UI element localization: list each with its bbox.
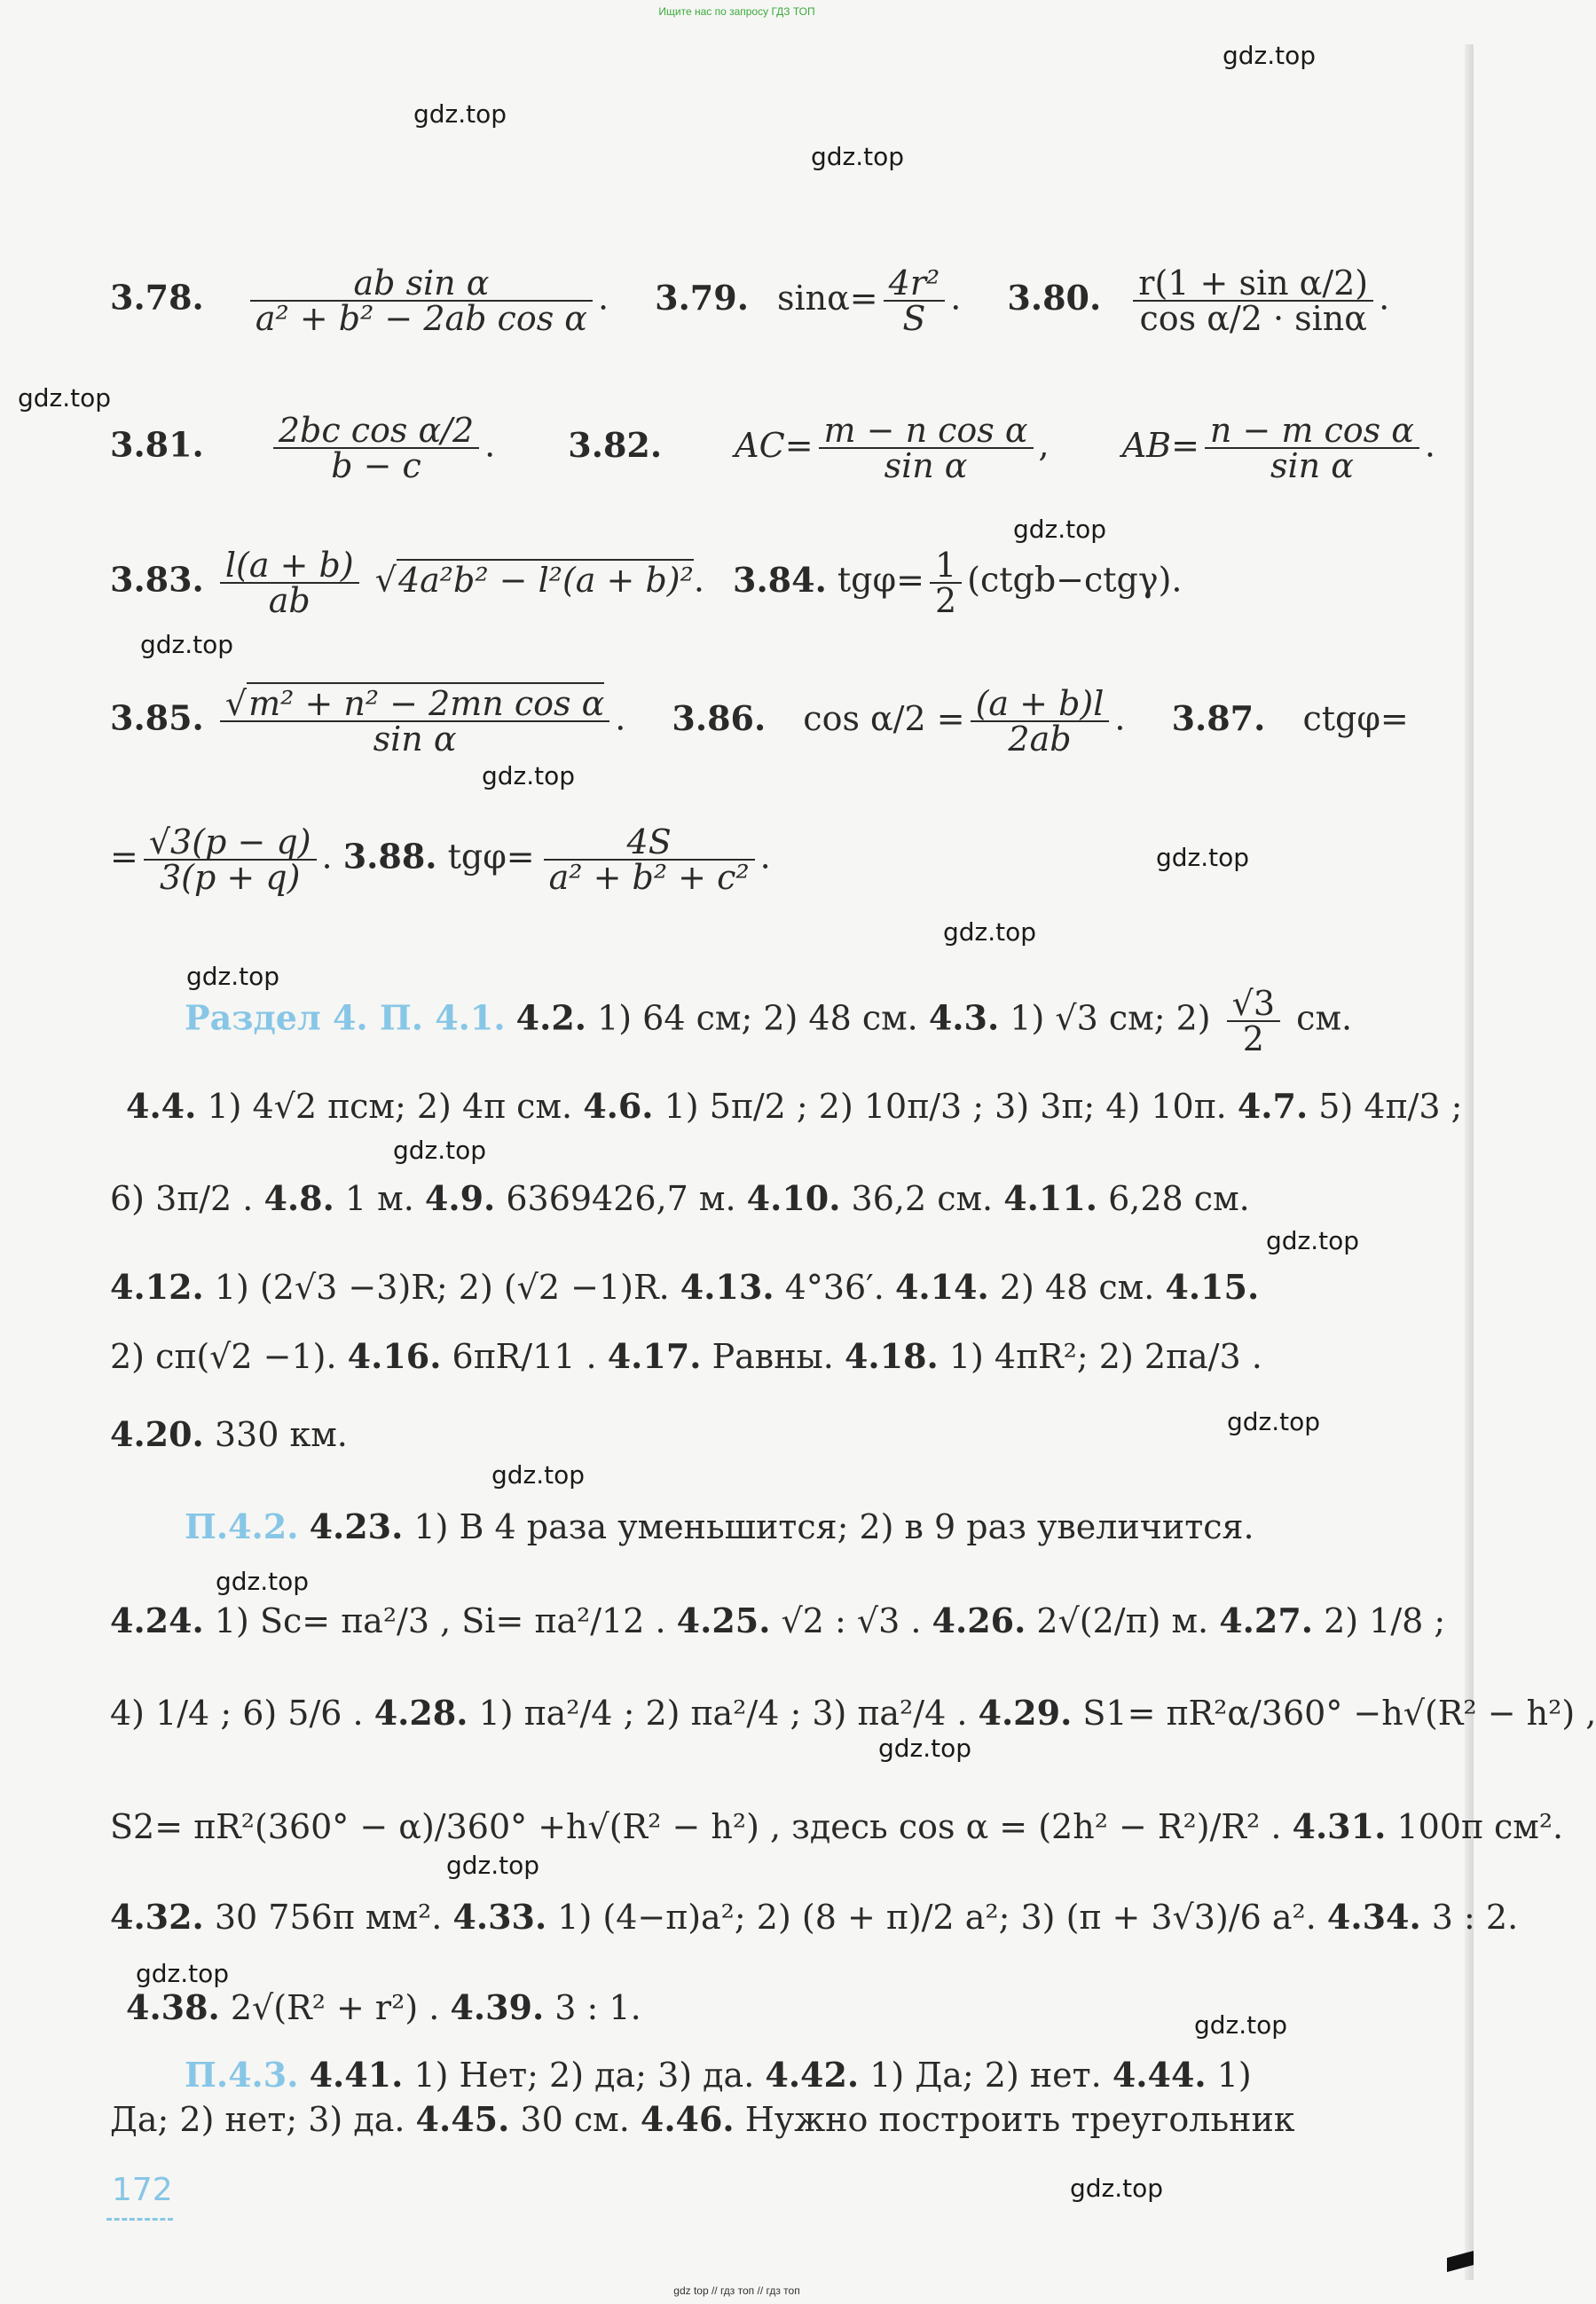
problem-number: 4.12. [110,1267,204,1307]
answer-text: 30 см. [520,2100,630,2139]
answer-text: 1) 64 см; 2) 48 см. [597,998,918,1038]
answer-text: 2) 48 см. [999,1268,1155,1307]
numerator: m − n cos α [819,413,1034,449]
denominator: 2 [1242,1019,1264,1058]
answer-line-3: 3.83. $\frac{l(a + b)}{ab}$ √4a²b² − l²(a + b)². 3.84. tgφ= $\frac{1}{2}$ (ctgb−ctgγ). [110,546,1183,620]
watermark: gdz.top [482,761,576,790]
answer-text: 1) (2√3 −3)R; 2) (√2 −1)R. [214,1268,670,1307]
formula-fraction [250,263,593,338]
section-heading: П.4.3. [185,2055,299,2095]
problem-number: 4.18. [844,1336,939,1376]
problem-number: 4.25. [676,1600,771,1640]
answer-text: Нужно построить треугольник [744,2100,1295,2139]
answer-line-19 [110,2099,1295,2139]
denominator: sin α [1270,446,1354,485]
watermark: gdz.top [18,383,112,413]
page-number-underline [106,2218,173,2221]
problem-number: 4.3. [928,997,1000,1038]
answer-line-11 [110,1414,348,1454]
answer-text: √2 : √3 . [781,1601,922,1640]
answer-line-2: 3.81. $\frac{\text{2bc cos α/2}}{b - c}$ . 3.82. AC= $\frac{\text{m − n cos α}}{\text{sin α}}$ , AB= $\frac{\text{n − m cos α}}{\text{sin α}}$ . [110,411,1436,485]
answer-text: 1) Нет; 2) да; 3) да. [413,2056,755,2095]
answer-line-12 [185,1506,1254,1546]
watermark: gdz.top [186,962,280,991]
answer-text: см. [1296,998,1353,1038]
answer-text: S2= πR²(360° − α)/360° +h√(R² − h²) , здесь cos α = (2h² − R²)/R² . [110,1807,1282,1846]
denominator: sin α [373,720,457,759]
formula-fraction [273,413,479,483]
problem-number: 4.7. [1237,1086,1309,1126]
problem-number: 4.23. [309,1506,404,1546]
problem-number: 4.27. [1219,1600,1313,1640]
problem-number: 4.20. [110,1414,204,1454]
numerator: ab sin α [250,266,593,302]
answer-text: 6,28 см. [1108,1179,1250,1218]
watermark: gdz.top [413,99,507,129]
answer-text: 1) В 4 раза уменьшится; 2) в 9 раз увеличится. [413,1507,1254,1546]
watermark: gdz.top [878,1734,972,1763]
problem-number: 3.78. [110,277,204,318]
problem-number: 4.44. [1112,2055,1207,2095]
answer-text: 1) [1216,2056,1252,2095]
problem-number: 4.8. [263,1178,334,1218]
radicand: 4a²b² − l²(a + b)² [397,560,694,600]
top-banner: Ищите нас по запросу ГДЗ ТОП [658,5,815,18]
answer-line-18 [185,2055,1252,2095]
section-heading: П.4.2. [185,1506,299,1546]
watermark: gdz.top [1266,1226,1360,1255]
formula-fraction [1133,263,1373,338]
numerator: (a + b)l [971,687,1110,722]
formula-fraction [220,684,609,759]
problem-number: 3.80. [1007,277,1102,318]
answer-line-6 [185,984,1353,1058]
denominator: 3(p + q) [159,858,301,897]
watermark: gdz.top [216,1567,310,1596]
formula-text: tgφ= [837,560,924,600]
section-heading: Раздел 4. П. 4.1. [185,997,506,1038]
answer-text: 6) 3π/2 . [110,1179,254,1218]
answer-text: 1) Да; 2) нет. [869,2056,1102,2095]
answer-line-5: = $\frac{√3(p - q)}{3(p + q)}$ . 3.88. tgφ= $\frac{4S}{\text{a² + b² + c²}}$ . [110,822,771,897]
answer-text: 30 756π мм². [214,1898,443,1937]
problem-number: 3.88. [342,836,437,877]
formula-fraction [144,822,317,897]
numerator: √m² + n² − 2mn cos α [220,687,609,722]
problem-number: 3.83. [110,559,204,600]
problem-number: 3.87. [1171,697,1266,738]
problem-number: 3.85. [110,697,204,738]
problem-number: 4.41. [309,2055,404,2095]
formula-fraction [544,822,755,897]
answer-text: 3 : 2. [1431,1898,1519,1937]
answer-line-1: 3.78. $\frac{\text{ab sin α}}{\text{a² + b² − 2ab cos α}}$ . 3.79. sinα= $\frac{\text{4r²}}{S}$ . 3.80. $\frac{\text{r(1 + sin α/2)}}{\text{cos α/2 · sinα}}$ . [110,263,1390,338]
numerator: 4S [544,825,755,861]
watermark: gdz.top [140,630,234,659]
problem-number: 4.14. [894,1267,989,1307]
formula-fraction [971,684,1110,759]
answer-text: 1) 4√2 πсм; 2) 4π см. [207,1087,573,1126]
answer-text: S1= πR²α/360° −h√(R² − h²) , [1082,1694,1596,1733]
formula-fraction [884,263,946,338]
denominator: sin α [884,446,968,485]
radicand: m² + n² − 2mn cos α [248,684,605,723]
problem-number: 3.84. [733,559,827,600]
answer-text: 1) 4πR²; 2) 2πa/3 . [948,1337,1262,1376]
watermark: gdz.top [1070,2174,1164,2203]
answer-text: 4) 1/4 ; 6) 5/6 . [110,1694,364,1733]
answer-text: 1) 5π/2 ; 2) 10π/3 ; 3) 3π; 4) 10π. [664,1087,1227,1126]
answer-text: 6369426,7 м. [506,1179,736,1218]
problem-number: 4.32. [110,1897,204,1937]
formula-text: sinα= [777,278,878,318]
answer-line-8 [110,1178,1250,1218]
formula-fraction [1205,413,1419,483]
numerator: 4r² [884,266,946,302]
formula-fraction [220,546,359,620]
numerator: r(1 + sin α/2) [1133,266,1373,302]
problem-number: 4.6. [583,1086,654,1126]
problem-number: 4.4. [126,1086,197,1126]
problem-number: 4.42. [765,2055,860,2095]
watermark: gdz.top [491,1460,586,1490]
problem-number: 4.13. [680,1267,774,1307]
denominator: ab [268,581,311,620]
answer-line-15 [110,1806,1564,1846]
answer-text: 100π см². [1396,1807,1564,1846]
answer-text: Равны. [712,1337,834,1376]
denominator: 2 [934,581,957,620]
formula-text: (ctgb−ctgγ). [967,560,1183,600]
denominator: cos α/2 · sinα [1139,299,1367,338]
problem-number: 4.33. [452,1897,547,1937]
problem-number: 4.9. [424,1178,496,1218]
problem-number: 3.82. [568,424,663,465]
watermark: gdz.top [1227,1407,1321,1436]
answer-text: 1) Sc= πa²/3 , Si= πa²/12 . [214,1601,666,1640]
watermark: gdz.top [1156,843,1250,872]
answer-text: 4°36′. [784,1268,884,1307]
answer-text: Да; 2) нет; 3) да. [110,2100,405,2139]
denominator: a² + b² + c² [548,858,750,897]
answer-line-13 [110,1600,1446,1640]
problem-number: 4.46. [640,2099,735,2139]
watermark: gdz.top [1013,515,1107,544]
problem-number: 4.15. [1165,1267,1260,1307]
formula-fraction [1227,984,1280,1058]
formula-text: = [110,837,138,877]
denominator: 2ab [1008,720,1072,759]
answer-text: 1) √3 см; 2) [1010,998,1211,1038]
answer-text: 2√(2/π) м. [1036,1601,1209,1640]
answer-line-10 [110,1336,1262,1376]
answer-text: 5) 4π/3 ; [1318,1087,1463,1126]
answer-text: 1) (4−π)a²; 2) (8 + π)/2 a²; 3) (π + 3√3)/6 a². [557,1898,1317,1937]
answer-line-17 [126,1987,641,2027]
answer-text: 3 : 1. [554,1988,641,2027]
watermark: gdz.top [1223,41,1317,70]
problem-number: 4.16. [347,1336,442,1376]
numerator: n − m cos α [1205,413,1419,449]
answer-text: 330 км. [214,1415,348,1454]
answer-text: 2) cπ(√2 −1). [110,1337,337,1376]
problem-number: 3.81. [110,424,204,465]
problem-number: 4.34. [1326,1897,1421,1937]
watermark: gdz.top [943,917,1037,947]
answer-text: 1) πa²/4 ; 2) πa²/4 ; 3) πa²/4 . [478,1694,968,1733]
watermark: gdz.top [446,1851,540,1880]
numerator: 2bc cos α/2 [273,413,479,449]
formula-text: tgφ= [447,837,535,877]
numerator: 1 [930,548,962,584]
watermark: gdz.top [393,1136,487,1165]
footer-bar: gdz top // гдз топ // гдз топ [673,2284,800,2297]
numerator: √3 [1227,987,1280,1022]
answer-text: 2) 1/8 ; [1324,1601,1446,1640]
answer-line-4: 3.85. $\frac{\text{√m² + n² − 2mn cos α}}{\text{sin α}}$ . 3.86. cos α/2 = $\frac{(a + b)l}{2ab}$ . 3.87. ctgφ= [110,684,1409,759]
answer-text: 2√(R² + r²) . [230,1988,440,2027]
watermark: gdz.top [136,1959,230,1988]
problem-number: 4.39. [450,1987,545,2027]
numerator: √3(p − q) [144,825,317,861]
answer-line-9 [110,1267,1260,1307]
formula-text: cos α/2 = [803,698,965,738]
formula-fraction [930,546,962,620]
page-number: 172 [112,2172,173,2208]
problem-number: 4.45. [415,2099,510,2139]
answer-line-16 [110,1897,1519,1937]
problem-number: 4.11. [1003,1178,1098,1218]
answer-line-7 [126,1086,1463,1126]
answer-text: 1 м. [344,1179,414,1218]
formula-text: AB= [1121,425,1199,465]
watermark: gdz.top [1194,2010,1288,2040]
answer-text: 36,2 см. [851,1179,994,1218]
formula-fraction [819,413,1034,483]
answer-line-14 [110,1693,1596,1733]
problem-number: 4.17. [607,1336,702,1376]
formula-text: ctgφ= [1302,698,1409,738]
denominator: a² + b² − 2ab cos α [255,299,587,338]
problem-number: 4.31. [1292,1806,1387,1846]
problem-number: 4.29. [978,1693,1073,1733]
formula-text: AC= [735,425,814,465]
denominator: b − c [331,446,421,485]
problem-number: 4.28. [373,1693,468,1733]
problem-number: 4.26. [932,1600,1026,1640]
page-edge [1465,44,1474,2280]
problem-number: 4.2. [515,997,586,1038]
problem-number: 4.38. [126,1987,220,2027]
problem-number: 3.86. [672,697,767,738]
denominator: S [902,299,926,338]
problem-number: 3.79. [655,277,749,318]
watermark: gdz.top [811,142,905,171]
answer-text: 6πR/11 . [452,1337,597,1376]
problem-number: 4.24. [110,1600,204,1640]
problem-number: 4.10. [746,1178,841,1218]
numerator: l(a + b) [220,548,359,584]
